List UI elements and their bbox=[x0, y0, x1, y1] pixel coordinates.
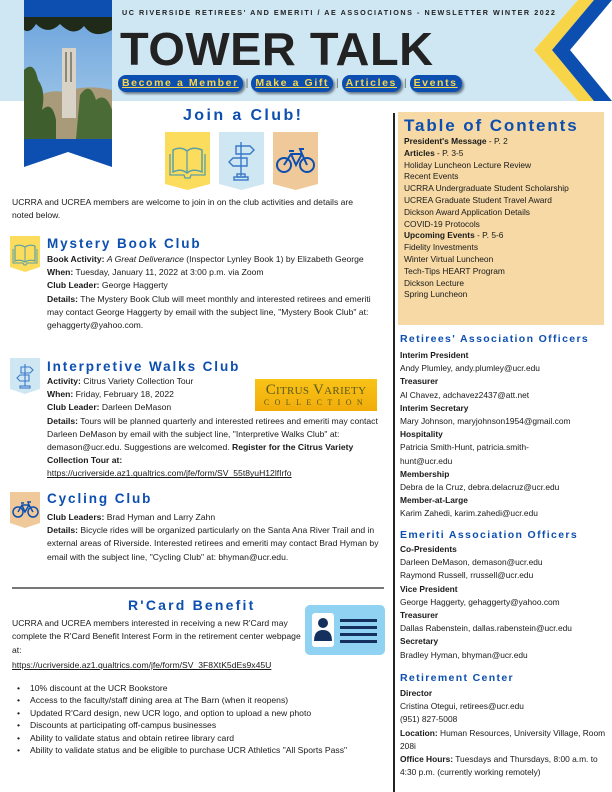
toc-item[interactable]: Dickson Lecture bbox=[404, 277, 465, 288]
event-date: Friday, February 18, 2022 bbox=[73, 389, 174, 400]
officer-contact: George Haggerty, gehaggerty@yahoo.com bbox=[400, 596, 560, 607]
label: When: bbox=[47, 267, 74, 278]
toc-page: - P. 5-6 bbox=[474, 230, 504, 241]
director-label: Director bbox=[400, 688, 433, 698]
toc-item[interactable]: Tech-Tips HEART Program bbox=[404, 265, 505, 276]
officer-role: Co-Presidents bbox=[400, 544, 457, 554]
book-info: (Inspector Lynley Book 1) by Elizabeth George bbox=[183, 254, 364, 264]
toc-item[interactable]: UCRRA Undergraduate Student Scholarship bbox=[404, 183, 569, 194]
cycling-club-heading: Cycling Club bbox=[47, 491, 153, 506]
benefit-item: • Updated R'Card design, new UCR logo, and option to upload a new photo bbox=[14, 707, 384, 719]
benefit-item: • Ability to validate status and obtain retiree library card bbox=[14, 732, 384, 744]
office-hours: Tuesdays and Thursdays, 8:00 a.m. to 4:30 p.m. (currently working remotely) bbox=[400, 754, 598, 778]
become-member-link[interactable]: Become a Member bbox=[118, 75, 243, 92]
toc-section: President's Message bbox=[404, 136, 487, 146]
book-icon bbox=[10, 236, 40, 272]
officer-contact: Mary Johnson, maryjohnson1954@gmail.com bbox=[400, 416, 571, 427]
toc-item[interactable]: Dickson Award Application Details bbox=[404, 206, 530, 217]
book-icon bbox=[165, 132, 210, 190]
retirees-officers-list bbox=[400, 349, 608, 521]
benefit-item: • 10% discount at the UCR Bookstore bbox=[14, 682, 384, 694]
officer-contact: Karim Zahedi, karim.zahedi@ucr.edu bbox=[400, 508, 538, 519]
label: Details: bbox=[47, 525, 79, 536]
book-title: A Great Deliverance bbox=[106, 254, 184, 264]
toc-item[interactable] bbox=[404, 148, 604, 160]
toc-item[interactable]: UCREA Graduate Student Travel Award bbox=[404, 194, 552, 205]
benefit-item: • Ability to validate status and be eligible to purchase UCR Athletics "All Sports Pass" bbox=[14, 744, 384, 756]
officer-role: Treasurer bbox=[400, 376, 439, 387]
toc-section: Upcoming Events bbox=[404, 230, 475, 241]
articles-link[interactable]: Articles bbox=[342, 75, 401, 92]
header-nav bbox=[118, 75, 462, 92]
mystery-book-club-heading: Mystery Book Club bbox=[47, 236, 202, 251]
id-card-icon bbox=[305, 605, 385, 655]
officer-contact: Andy Plumley, andy.plumley@ucr.edu bbox=[400, 363, 540, 374]
officer-role: Interim President bbox=[400, 350, 469, 360]
label: Details: bbox=[47, 293, 79, 304]
label: When: bbox=[47, 389, 74, 400]
emeriti-officers-list bbox=[400, 543, 608, 662]
rcard-benefits-list bbox=[14, 682, 384, 756]
officer-contact: Raymond Russell, rrussell@ucr.edu bbox=[400, 570, 534, 581]
officer-role: Treasurer bbox=[400, 610, 439, 621]
table-of-contents bbox=[398, 112, 604, 325]
officer-contact: Al Chavez, adchavez2437@att.net bbox=[400, 389, 530, 400]
club-details: The Mystery Book Club will meet monthly and interested retirees and emeriti may contact George Haggerty by email with the subject line, "Mystery Book Club" at: gehaggerty@yahoo.com. bbox=[47, 293, 371, 331]
retirees-officers-heading: Retirees' Association Officers bbox=[400, 333, 590, 345]
rcard-description: UCRRA and UCREA members interested in receiving a new R'Card may complete the R'Card Benefit Interest Form in the retirement center webpage at: bbox=[12, 618, 301, 655]
officer-contact: Bradley Hyman, bhyman@ucr.edu bbox=[400, 649, 528, 660]
bicycle-icon bbox=[10, 492, 40, 528]
benefit-item: • Access to the faculty/staff dining area at The Barn (when it reopens) bbox=[14, 694, 384, 706]
bicycle-icon bbox=[273, 132, 318, 190]
nav-separator: | bbox=[403, 78, 407, 89]
activity: Citrus Variety Collection Tour bbox=[80, 376, 194, 386]
benefit-item: • Discounts at participating off-campus businesses bbox=[14, 719, 384, 731]
officer-contact: Darleen DeMason, demason@ucr.edu bbox=[400, 557, 543, 568]
toc-page: - P. 2 bbox=[486, 136, 508, 146]
label: Book Activity: bbox=[47, 254, 105, 264]
toc-item[interactable]: Recent Events bbox=[404, 171, 459, 182]
event-date: Tuesday, January 11, 2022 at 3:00 p.m. via Zoom bbox=[73, 267, 264, 278]
join-club-heading: Join a Club! bbox=[183, 107, 304, 124]
citrus-tour-registration-link[interactable]: https://ucriverside.az1.qualtrics.com/jfe/form/SV_55t8yuH12lfIrfo bbox=[47, 468, 292, 479]
toc-item[interactable]: COVID-19 Protocols bbox=[404, 218, 480, 229]
label: Club Leader: bbox=[47, 402, 100, 413]
toc-item[interactable] bbox=[404, 136, 604, 148]
retirement-center-heading: Retirement Center bbox=[400, 672, 514, 684]
make-gift-link[interactable]: Make a Gift bbox=[251, 75, 333, 92]
section-divider bbox=[12, 587, 384, 589]
label: Details: bbox=[47, 415, 79, 426]
officer-role: Member-at-Large bbox=[400, 495, 468, 506]
rcard-form-link[interactable]: https://ucriverside.az1.qualtrics.com/jfe/form/SV_3F8XtK5dEs9x45U bbox=[12, 660, 272, 670]
officer-contact: Debra de la Cruz, debra.delacruz@ucr.edu bbox=[400, 482, 560, 493]
register-text: Register for the Citrus Variety Collection Tour at: bbox=[47, 442, 354, 466]
toc-item[interactable]: Fidelity Investments bbox=[404, 242, 479, 253]
column-rule bbox=[393, 113, 395, 792]
toc-section: Articles bbox=[404, 147, 435, 158]
retirement-center-info bbox=[400, 687, 608, 779]
label: Activity: bbox=[47, 376, 81, 386]
officer-role: Membership bbox=[400, 468, 450, 479]
club-leader: Darleen DeMason bbox=[99, 402, 172, 413]
logo-line-2: COLLECTION bbox=[263, 398, 369, 407]
toc-heading: Table of Contents bbox=[404, 116, 579, 135]
officer-contact: Patricia Smith-Hunt, patricia.smith-hunt@ucr.edu bbox=[400, 442, 529, 466]
newsletter-kicker: UC RIVERSIDE RETIREES' AND EMERITI / AE ASSOCIATIONS - NEWSLETTER WINTER 2022 bbox=[122, 8, 557, 17]
label: Office Hours: bbox=[400, 754, 454, 765]
rcard-heading: R'Card Benefit bbox=[128, 597, 256, 613]
phone-number: (951) 827-5008 bbox=[400, 714, 458, 725]
officer-contact: Dallas Rabenstein, dallas.rabenstein@ucr.edu bbox=[400, 623, 572, 634]
officer-role: Hospitality bbox=[400, 429, 443, 440]
tower-photo-banner bbox=[24, 0, 112, 167]
label: Location: bbox=[400, 727, 438, 738]
location: Human Resources, University Village, Room 208i bbox=[400, 727, 606, 751]
club-details: Bicycle rides will be organized particularly on the Santa Ana River Trail and in external areas of Riverside. Interested retirees and emeriti may contact Brad Hyman by email with the subject line, "Cycling Club" at: bhyman@ucr.edu. bbox=[47, 525, 379, 562]
club-leaders: Brad Hyman and Larry Zahn bbox=[104, 512, 216, 522]
label: Club Leader: bbox=[47, 280, 100, 291]
officer-role: Interim Secretary bbox=[400, 402, 469, 413]
cycling-club-details bbox=[47, 511, 380, 564]
label: Club Leaders: bbox=[47, 512, 105, 522]
club-details: Tours will be planned quarterly and interested retirees and emeriti may contact Darleen DeMason by email with the subject line, "Interpretive Walks Club" at: demason@ucr.edu. Suggestions are welcomed. bbox=[47, 415, 378, 453]
nav-separator: | bbox=[245, 78, 249, 89]
toc-item[interactable]: Spring Luncheon bbox=[404, 289, 468, 300]
interpretive-walks-club-details bbox=[47, 375, 380, 481]
club-leader: George Haggerty bbox=[99, 280, 168, 291]
emeriti-officers-heading: Emeriti Association Officers bbox=[400, 529, 579, 541]
toc-item[interactable]: Winter Virtual Luncheon bbox=[404, 253, 494, 264]
signpost-icon bbox=[219, 132, 264, 190]
officer-role: Vice President bbox=[400, 583, 458, 594]
mystery-book-club-details bbox=[47, 253, 380, 332]
toc-item[interactable]: Holiday Luncheon Lecture Review bbox=[404, 159, 532, 170]
newsletter-title: TOWER TALK bbox=[120, 23, 434, 75]
signpost-icon bbox=[10, 358, 40, 394]
events-link[interactable]: Events bbox=[410, 75, 462, 92]
nav-separator: | bbox=[336, 78, 339, 89]
interpretive-walks-club-heading: Interpretive Walks Club bbox=[47, 359, 241, 374]
officer-role: Secretary bbox=[400, 636, 439, 647]
join-club-intro: UCRRA and UCREA members are welcome to join in on the club activities and details are noted below. bbox=[12, 197, 354, 220]
director-contact: Cristina Otegui, retirees@ucr.edu bbox=[400, 701, 524, 712]
toc-page: - P. 3-5 bbox=[434, 147, 464, 158]
toc-list bbox=[404, 136, 604, 301]
logo-line-1: Citrus Variety bbox=[265, 382, 367, 398]
toc-item[interactable] bbox=[404, 230, 604, 242]
